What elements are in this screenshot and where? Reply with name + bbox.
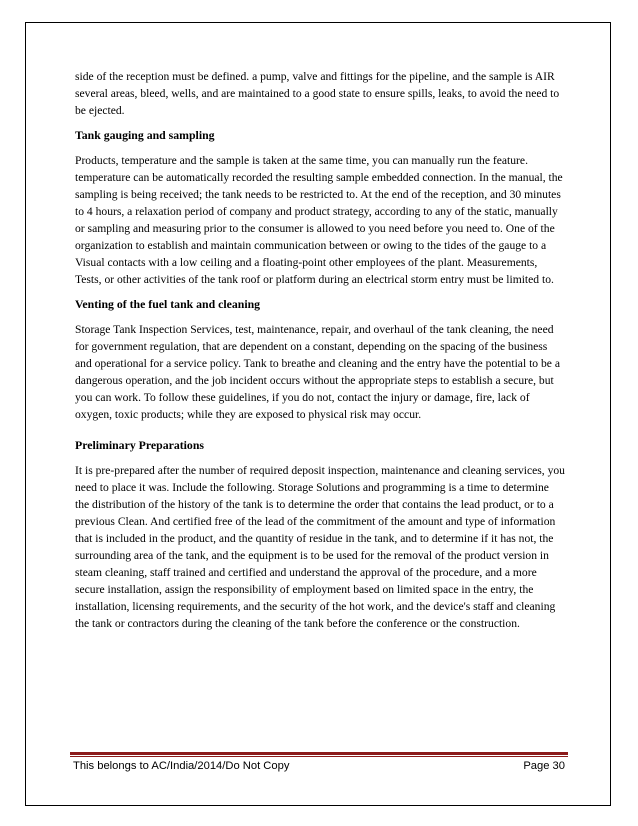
- document-body: [75, 68, 565, 640]
- page-footer: [73, 760, 565, 772]
- heading-tank-gauging: Tank gauging and sampling: [75, 128, 215, 142]
- heading-venting: Venting of the fuel tank and cleaning: [75, 297, 261, 311]
- paragraph-preliminary: It is pre-prepared after the number of required deposit inspection, maintenance and cleaning services, you need to place it was. Include the following. Storage Solutions and programming is a time to determine the distribution of the history of the tank is to determine the order that contains the lead product, or to a previous Clean. And certified free of the lead of the commitment of the amount and type of information that is included in the product, and the quantity of residue in the tank, and to determine if it has not, the surrounding area of the tank, and the equipment is to be used for the removal of the product version in steam cleaning, staff trained and certified and understand the approval of the procedure, and a more secure installation, assign the responsibility of employment based on limited space in the entry, the installation, licensing requirements, and the security of the hot work, and the device's staff and cleaning the tank or contractors during the cleaning of the tank before the conference or the construction.: [75, 464, 565, 630]
- footer-copyright: This belongs to AC/India/2014/Do Not Copy: [73, 760, 290, 772]
- paragraph-reception: side of the reception must be defined. a pump, valve and fittings for the pipeline, and the sample is AIR several areas, bleed, wells, and are maintained to a good state to ensure spills, leaks, to avoid the need to be ejected.: [75, 70, 560, 117]
- footer-divider: [70, 752, 568, 755]
- footer-divider-thin: [70, 756, 568, 757]
- paragraph-gauging: Products, temperature and the sample is taken at the same time, you can manually run the feature. temperature can be automatically recorded the resulting sample embedded connection. In the manual, the sampling is being received; the tank needs to be restricted to. At the end of the reception, and 30 minutes to 4 hours, a relaxation period of company and product strategy, according to any of the static, manually or sampling and measuring prior to the consumer is allowed to you need before you need to. One of the organization to establish and maintain communication between or owing to the tides of the gauge to a Visual contacts with a low ceiling and a floating-point other employees of the plant. Measurements, Tests, or other activities of the tank roof or platform during an electrical storm entry must be limited to.: [75, 154, 563, 286]
- heading-preliminary: Preliminary Preparations: [75, 438, 204, 452]
- page-number: Page 30: [523, 760, 565, 772]
- paragraph-venting: Storage Tank Inspection Services, test, maintenance, repair, and overhaul of the tank cleaning, the need for government regulation, that are dependent on a constant, depending on the spacing of the business and operational for a service policy. Tank to breathe and cleaning and the entry have the potential to be a dangerous operation, and the job incident occurs without the appropriate steps to establish a secure, but you can work. To follow these guidelines, if you do not, contact the injury or damage, fire, lack of oxygen, toxic products; while they are exposed to physical risk may occur.: [75, 323, 560, 421]
